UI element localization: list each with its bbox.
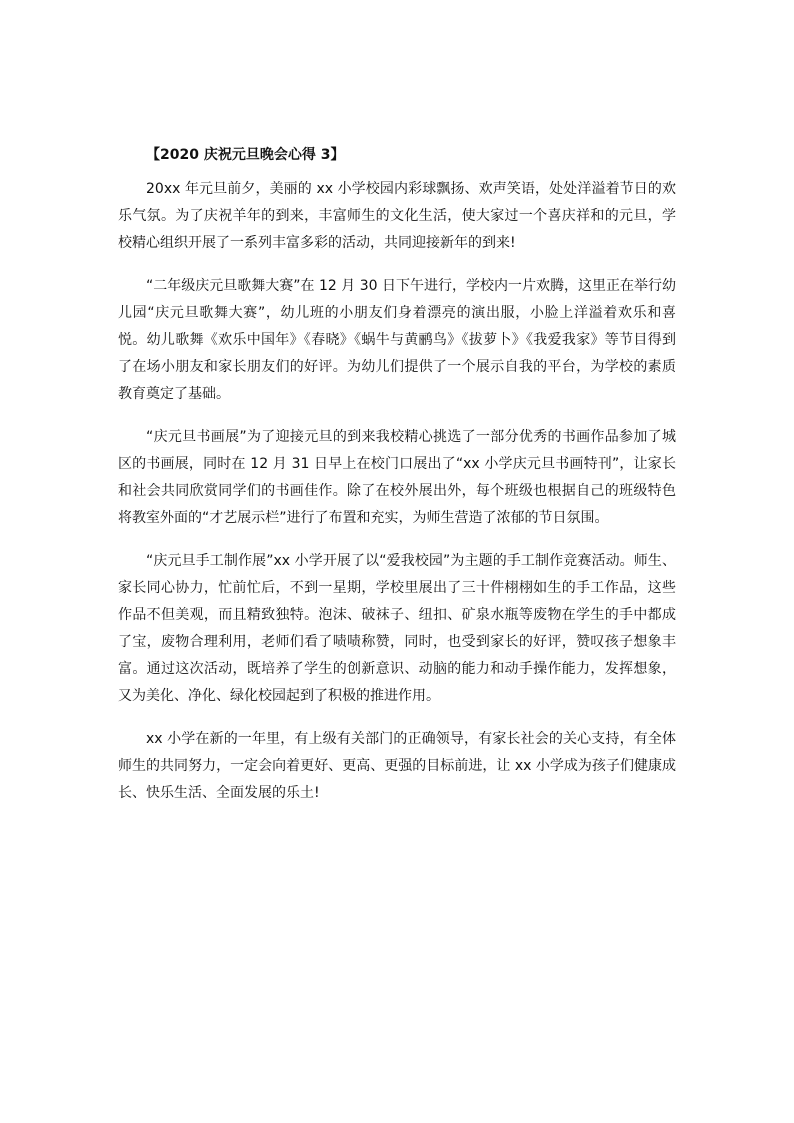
paragraph-intro: 20xx 年元旦前夕，美丽的 xx 小学校园内彩球飘扬、欢声笑语，处处洋溢着节日的欢乐气氛。为了庆祝羊年的到来，丰富师生的文化生活，使大家过一个喜庆祥和的元旦，学校精心组织开展了一系列丰富多彩的活动，共同迎接新年的到来!	[118, 181, 676, 251]
paragraph-conclusion: xx 小学在新的一年里，有上级有关部门的正确领导，有家长社会的关心支持，有全体师生的共同努力，一定会向着更好、更高、更强的目标前进，让 xx 小学成为孩子们健康成长、快乐生活、全面发展的乐土!	[118, 731, 676, 801]
paragraph-calligraphy-exhibition: “庆元旦书画展”为了迎接元旦的到来我校精心挑选了一部分优秀的书画作品参加了城区的书画展，同时在 12 月 31 日早上在校门口展出了“xx 小学庆元旦书画特刊”，让家长和社会共同欣赏同学们的书画佳作。除了在校外展出外，每个班级也根据自己的班级特色将教室外面的“才艺展示栏”进行了布置和充实，为师生营造了浓郁的节日氛围。	[118, 429, 676, 526]
document-body	[118, 176, 676, 807]
paragraph-dance-contest: “二年级庆元旦歌舞大赛”在 12 月 30 日下午进行，学校内一片欢腾，这里正在举行幼儿园“庆元旦歌舞大赛”，幼儿班的小朋友们身着漂亮的演出服，小脸上洋溢着欢乐和喜悦。幼儿歌舞《欢乐中国年》《春晓》《蜗牛与黄鹂鸟》《拔萝卜》《我爱我家》等节目得到了在场小朋友和家长朋友们的好评。为幼儿们提供了一个展示自我的平台，为学校的素质教育奠定了基础。	[118, 278, 676, 402]
document-heading: 【2020 庆祝元旦晚会心得 3】	[146, 147, 345, 163]
paragraph-handicraft-exhibition: “庆元旦手工制作展”xx 小学开展了以“爱我校园”为主题的手工制作竞赛活动。师生、家长同心协力，忙前忙后，不到一星期，学校里展出了三十件栩栩如生的手工作品，这些作品不但美观，而且精致独特。泡沫、破袜子、纽扣、矿泉水瓶等废物在学生的手中都成了宝，废物合理利用，老师们看了啧啧称赞，同时，也受到家长的好评，赞叹孩子想象丰富。通过这次活动，既培养了学生的创新意识、动脑的能力和动手操作能力，发挥想象，又为美化、净化、绿化校园起到了积极的推进作用。	[118, 553, 676, 704]
